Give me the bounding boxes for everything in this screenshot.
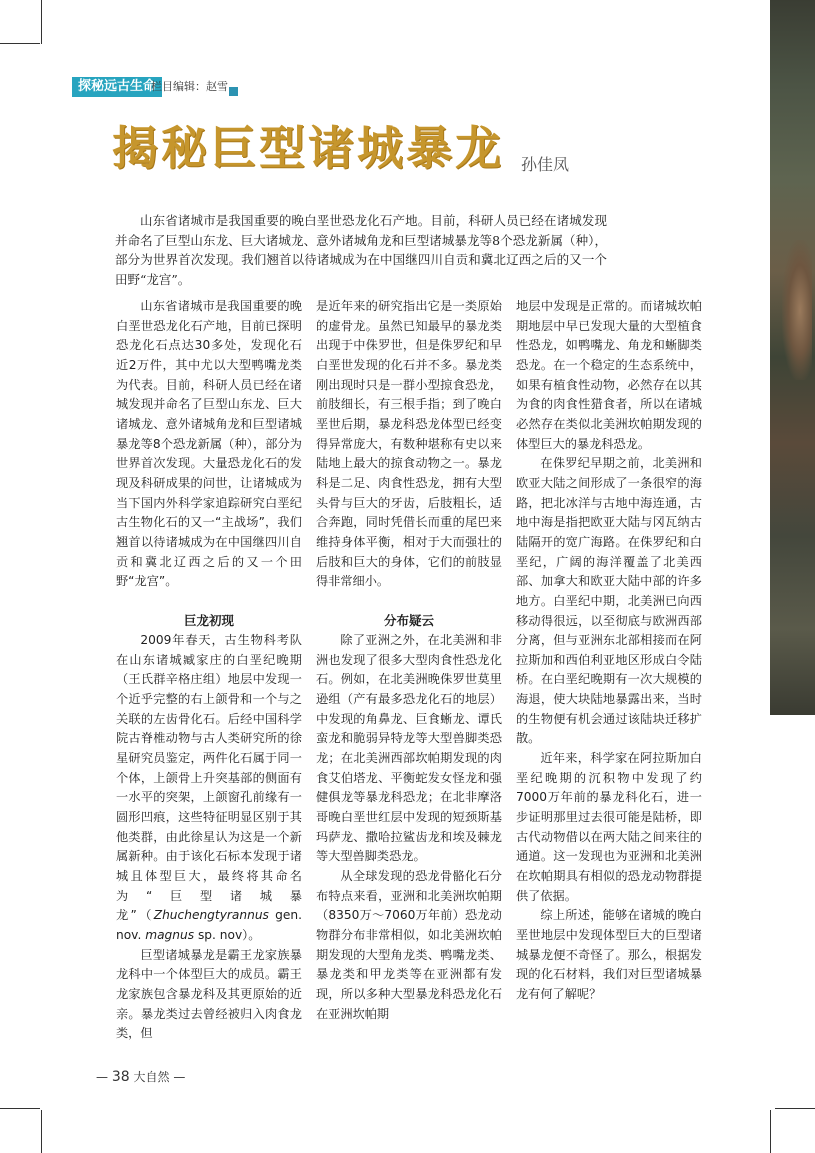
footer-dash: — [169, 1070, 186, 1084]
crop-mark-top-left-v [41, 0, 42, 44]
crop-mark-top-left-h [0, 43, 40, 44]
section-heading: 巨龙初现 [183, 613, 234, 629]
column-tag: 探秘远古生命 [72, 77, 162, 97]
paragraph-text: sp. nov）。 [194, 927, 261, 942]
text-column-3 [516, 297, 702, 1005]
photo-strip [770, 0, 815, 715]
text-column-2 [316, 297, 502, 1024]
article-lead: 山东省诸城市是我国重要的晚白垩世恐龙化石产地。目前，科研人员已经在诸城发现并命名了巨型山东龙、巨大诸城龙、意外诸城角龙和巨型诸城暴龙等8个恐龙新属（种），部分为世界首次发现。我们翘首以待诸城成为在中国继四川自贡和冀北辽西之后的又一个田野“龙宫”。 [115, 213, 607, 287]
paragraph: 巨型诸城暴龙是霸王龙家族暴龙科中一个体型巨大的成员。霸王龙家族包含暴龙科及其更原始的近亲。暴龙类过去曾经被归入肉食龙类，但 [116, 947, 302, 1041]
paragraph-text: gen. nov. [116, 908, 302, 942]
crop-mark-bottom-left-h [0, 1108, 40, 1109]
magazine-name: 大自然 [133, 1070, 170, 1084]
article-title: 揭秘巨型诸城暴龙 [112, 121, 504, 175]
crop-mark-bottom-left-v [41, 1110, 42, 1153]
paragraph-text: 2009年春天，古生物科考队在山东诸城臧家庄的白垩纪晚期（王氏群辛格庄组）地层中发现一个近乎完整的右上颌骨和一个与之关联的左齿骨化石。后经中国科学院古脊椎动物与古人类研究所的徐星研究员鉴定，两件化石属于同一个体，上颌骨上升突基部的侧面有一水平的突架，上颌窗孔前缘有一圆形凹痕，这些特征明显区别于其他类群，由此徐星认为这是一个新属新种。由于该化石标本发现于诸城且体型巨大，最终将其命名为“巨型诸城暴龙”（ [116, 633, 302, 923]
editor-credit: 栏目编辑：赵雪 [151, 80, 228, 93]
paragraph: 除了亚洲之外，在北美洲和非洲也发现了很多大型肉食性恐龙化石。例如，在北美洲晚侏罗世莫里逊组（产有最多恐龙化石的地层）中发现的角鼻龙、巨食蜥龙、谭氏蛮龙和脆弱异特龙等大型兽脚类恐龙；在北美洲西部坎帕期发现的肉食艾伯塔龙、平衡蛇发女怪龙和强健俱龙等暴龙科恐龙；在北非摩洛哥晚白垩世红层中发现的短颈斯基玛萨龙、撒哈拉鲨齿龙和埃及棘龙等大型兽脚类恐龙。 [316, 633, 502, 864]
latin-genus: Zhuchengtyrannus [153, 908, 269, 923]
paragraph: 山东省诸城市是我国重要的晚白垩世恐龙化石产地，目前已探明恐龙化石点达30多处，发现化石近2万件，其中尤以大型鸭嘴龙类为代表。目前，科研人员已经在诸城发现并命名了巨型山东龙、巨大诸城龙、意外诸城角龙和巨型诸城暴龙等8个恐龙新属（种），部分为世界首次发现。大量恐龙化石的发现及科研成果的问世，让诸城成为当下国内外科学家追踪研究白垩纪古生物化石的又一“主战场”，我们翘首以待诸城成为在中国继四川自贡和冀北辽西之后的又一个田野“龙宫”。 [116, 299, 302, 589]
section-heading: 分布疑云 [383, 613, 434, 629]
article-author: 孙佳凤 [521, 155, 570, 174]
page-footer [96, 1068, 185, 1086]
footer-dash: — [96, 1070, 112, 1084]
text-column-1 [116, 297, 302, 1044]
latin-species: magnus [145, 927, 195, 942]
crop-mark-bottom-right-h [775, 1108, 815, 1109]
crop-mark-bottom-right-v [770, 1110, 771, 1153]
paragraph: 综上所述，能够在诸城的晚白垩世地层中发现体型巨大的巨型诸城暴龙便不奇怪了。那么，根据发现的化石材料，我们对巨型诸城暴龙有何了解呢？ [516, 908, 702, 1001]
paragraph: 从全球发现的恐龙骨骼化石分布特点来看，亚洲和北美洲坎帕期（8350万～7060万年前）恐龙动物群分布非常相似，如北美洲坎帕期发现的大型角龙类、鸭嘴龙类、暴龙类和甲龙类等在亚洲都有发现，所以多种大型暴龙科恐龙化石在亚洲坎帕期 [316, 869, 502, 1021]
page-number: 38 [111, 1069, 130, 1085]
paragraph [116, 631, 302, 946]
paragraph: 近年来，科学家在阿拉斯加白垩纪晚期的沉积物中发现了约7000万年前的暴龙科化石，进一步证明那里过去很可能是陆桥，即古代动物借以在两大陆之间来往的通道。这一发现也为亚洲和北美洲在坎帕期具有相似的恐龙动物群提供了依据。 [516, 751, 702, 903]
paragraph: 在侏罗纪早期之前，北美洲和欧亚大陆之间形成了一条很窄的海路，把北冰洋与古地中海连通，古地中海是指把欧亚大陆与冈瓦纳古陆隔开的宽广海路。在侏罗纪和白垩纪，广阔的海洋覆盖了北美西部、加拿大和欧亚大陆中部的许多地方。白垩纪中期，北美洲已向西移动得很远，以至彻底与欧洲西部分离，但与亚洲东北部相接而在阿拉斯加和西伯利亚地区形成白令陆桥。在白垩纪晚期有一次大规模的海退，使大块陆地暴露出来，当时的生物便有机会通过该陆块迁移扩散。 [516, 456, 702, 746]
paragraph: 是近年来的研究指出它是一类原始的虚骨龙。虽然已知最早的暴龙类出现于中侏罗世，但是侏罗纪和早白垩世发现的化石并不多。暴龙类刚出现时只是一群小型掠食恐龙，前肢细长，有三根手指；到了晚白垩世后期，暴龙科恐龙体型已经变得异常庞大，有数种堪称有史以来陆地上最大的掠食动物之一。暴龙科是二足、肉食性恐龙，拥有大型头骨与巨大的牙齿，后肢粗长，适合奔跑，同时凭借长而重的尾巴来维持身体平衡，相对于大而强壮的后肢和巨大的身体，它们的前肢显得非常细小。 [316, 299, 502, 589]
accent-square [229, 87, 238, 96]
paragraph: 地层中发现是正常的。而诸城坎帕期地层中早已发现大量的大型植食性恐龙，如鸭嘴龙、角龙和蜥脚类恐龙。在一个稳定的生态系统中，如果有植食性动物，必然存在以其为食的肉食性猎食者，所以在诸城必然存在类似北美洲坎帕期发现的体型巨大的暴龙科恐龙。 [516, 299, 702, 451]
